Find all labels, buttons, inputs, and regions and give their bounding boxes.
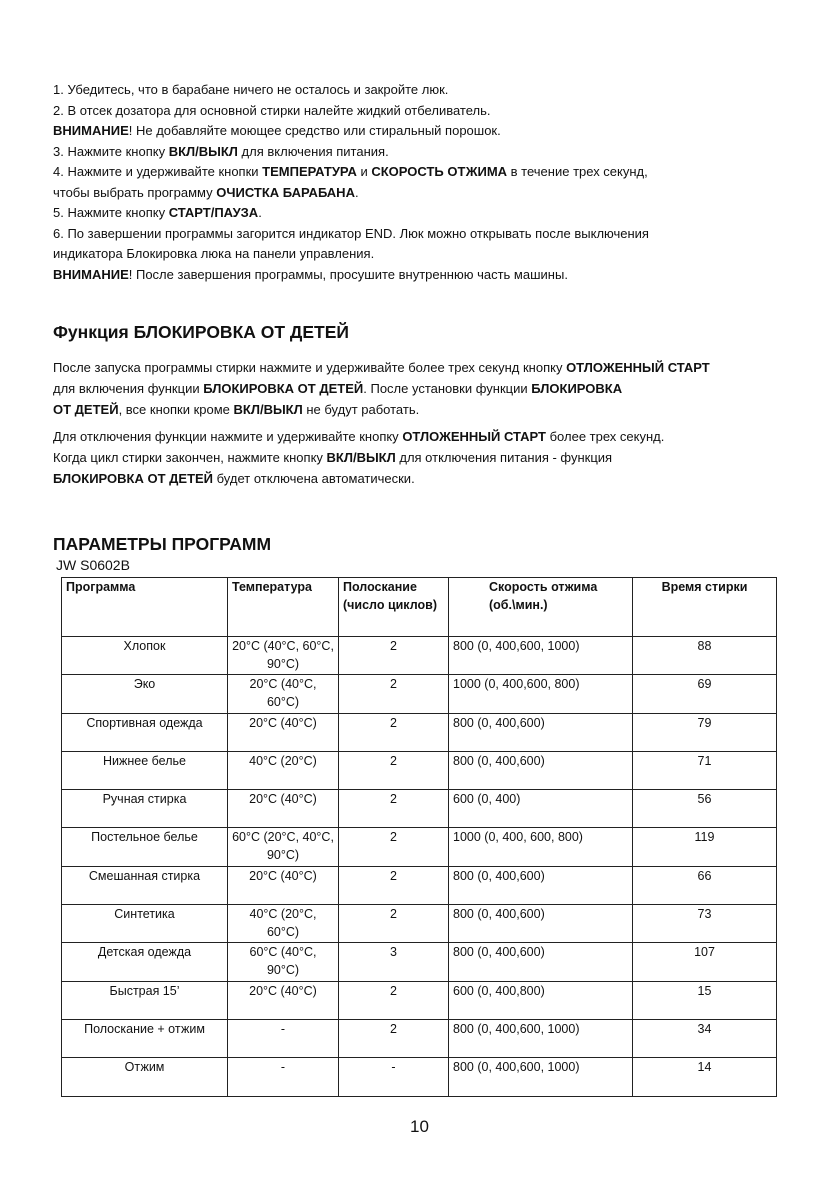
child-lock-enable-text: После запуска программы стирки нажмите и удерживайте более трех секунд кнопку ОТЛОЖЕННЫЙ СТАРТ для включения функции БЛОКИРОВКА ОТ ДЕТЕЙ. После установки функции БЛОКИРОВКА ОТ ДЕТЕЙ, все кнопки кроме ВКЛ/ВЫКЛ не будут работать. (53, 360, 710, 417)
child-lock-disable-text: Для отключения функции нажмите и удерживайте кнопку ОТЛОЖЕННЫЙ СТАРТ более трех секунд. Когда цикл стирки закончен, нажмите кнопку ВКЛ/ВЫКЛ для отключения питания - функция БЛОКИРОВКА ОТ ДЕТЕЙ будет отключена автоматически. (53, 429, 665, 486)
table-row (62, 943, 777, 981)
cell-spin-speed: 1000 (0, 400,600, 800) (449, 675, 633, 713)
cell-rinse: 2 (339, 866, 449, 904)
cell-temperature: 20°C (40°C, 60°C, 90°C) (228, 637, 339, 675)
cell-spin-speed: 1000 (0, 400, 600, 800) (449, 828, 633, 866)
cell-temperature: 20°C (40°C) (228, 981, 339, 1019)
header-spin-speed: Скорость отжима (об.\мин.) (449, 578, 633, 637)
cell-wash-time: 79 (633, 713, 777, 751)
cell-spin-speed: 800 (0, 400,600) (449, 751, 633, 789)
table-row (62, 981, 777, 1019)
cell-wash-time: 66 (633, 866, 777, 904)
cell-rinse: 2 (339, 905, 449, 943)
table-body (62, 637, 777, 1097)
model-label: JW S0602B (56, 557, 130, 573)
cell-rinse: 2 (339, 751, 449, 789)
cell-temperature: 60°C (20°C, 40°C, 90°C) (228, 828, 339, 866)
instruction-line: 3. Нажмите кнопку ВКЛ/ВЫКЛ для включения питания. (53, 143, 389, 159)
table-row (62, 828, 777, 866)
cell-temperature: - (228, 1019, 339, 1057)
table-row (62, 1019, 777, 1057)
table-row (62, 790, 777, 828)
cell-rinse: - (339, 1058, 449, 1096)
cell-rinse: 2 (339, 828, 449, 866)
cell-rinse: 2 (339, 675, 449, 713)
cell-temperature: 20°C (40°C) (228, 866, 339, 904)
table-header-row (62, 578, 777, 637)
program-params-table (61, 577, 777, 1097)
cell-spin-speed: 800 (0, 400,600) (449, 866, 633, 904)
child-lock-heading: Функция БЛОКИРОВКА ОТ ДЕТЕЙ (53, 322, 349, 342)
cell-temperature: 20°C (40°C) (228, 790, 339, 828)
cell-program: Нижнее белье (62, 751, 228, 789)
cell-temperature: 60°C (40°C, 90°C) (228, 943, 339, 981)
cell-rinse: 2 (339, 713, 449, 751)
instruction-line: 1. Убедитесь, что в барабане ничего не осталось и закройте люк. (53, 82, 449, 97)
header-program: Программа (62, 578, 228, 637)
cell-wash-time: 119 (633, 828, 777, 866)
table-row (62, 751, 777, 789)
cell-program: Быстрая 15’ (62, 981, 228, 1019)
header-rinse: Полоскание (число циклов) (339, 578, 449, 637)
program-params-heading: ПАРАМЕТРЫ ПРОГРАММ (53, 534, 272, 554)
cell-program: Смешанная стирка (62, 866, 228, 904)
cell-program: Полоскание + отжим (62, 1019, 228, 1057)
cell-program: Синтетика (62, 905, 228, 943)
cell-spin-speed: 600 (0, 400) (449, 790, 633, 828)
table-row (62, 866, 777, 904)
cell-temperature: 40°C (20°C, 60°C) (228, 905, 339, 943)
cell-rinse: 2 (339, 981, 449, 1019)
cell-spin-speed: 800 (0, 400,600) (449, 713, 633, 751)
cell-wash-time: 73 (633, 905, 777, 943)
page-number: 10 (410, 1117, 429, 1136)
cell-wash-time: 34 (633, 1019, 777, 1057)
instruction-line: 4. Нажмите и удерживайте кнопки ТЕМПЕРАТУРА и СКОРОСТЬ ОТЖИМА в течение трех секунд, (53, 164, 648, 179)
cell-rinse: 3 (339, 943, 449, 981)
cell-program: Ручная стирка (62, 790, 228, 828)
cell-program: Эко (62, 675, 228, 713)
table-row (62, 1058, 777, 1096)
cell-wash-time: 69 (633, 675, 777, 713)
cell-spin-speed: 800 (0, 400,600, 1000) (449, 637, 633, 675)
cell-temperature: 20°C (40°C, 60°C) (228, 675, 339, 713)
instruction-line: 5. Нажмите кнопку СТАРТ/ПАУЗА. (53, 205, 262, 220)
cell-wash-time: 88 (633, 637, 777, 675)
cell-spin-speed: 600 (0, 400,800) (449, 981, 633, 1019)
table-row (62, 713, 777, 751)
cell-rinse: 2 (339, 790, 449, 828)
instruction-line: 6. По завершении программы загорится индикатор END. Люк можно открывать после выключения (53, 225, 649, 241)
cell-temperature: - (228, 1058, 339, 1096)
cell-wash-time: 14 (633, 1058, 777, 1096)
table-row (62, 675, 777, 713)
instruction-steps (53, 80, 813, 285)
instruction-line: ВНИМАНИЕ! Не добавляйте моющее средство или стиральный порошок. (53, 123, 501, 138)
table-row (62, 905, 777, 943)
cell-program: Постельное белье (62, 828, 228, 866)
cell-wash-time: 71 (633, 751, 777, 789)
cell-program: Хлопок (62, 637, 228, 675)
cell-spin-speed: 800 (0, 400,600, 1000) (449, 1058, 633, 1096)
cell-temperature: 40°C (20°C) (228, 751, 339, 789)
cell-spin-speed: 800 (0, 400,600) (449, 905, 633, 943)
table-row (62, 637, 777, 675)
cell-rinse: 2 (339, 637, 449, 675)
cell-wash-time: 107 (633, 943, 777, 981)
cell-spin-speed: 800 (0, 400,600) (449, 943, 633, 981)
header-wash-time: Время стирки (633, 578, 777, 637)
cell-wash-time: 56 (633, 790, 777, 828)
cell-rinse: 2 (339, 1019, 449, 1057)
instruction-line: чтобы выбрать программу ОЧИСТКА БАРАБАНА. (53, 184, 359, 200)
cell-program: Детская одежда (62, 943, 228, 981)
instruction-line: ВНИМАНИЕ! После завершения программы, просушите внутреннюю часть машины. (53, 266, 568, 282)
cell-spin-speed: 800 (0, 400,600, 1000) (449, 1019, 633, 1057)
instruction-line: 2. В отсек дозатора для основной стирки налейте жидкий отбеливатель. (53, 102, 491, 118)
instruction-line: индикатора Блокировка люка на панели управления. (53, 246, 375, 261)
cell-program: Отжим (62, 1058, 228, 1096)
cell-program: Спортивная одежда (62, 713, 228, 751)
cell-temperature: 20°C (40°C) (228, 713, 339, 751)
header-temperature: Температура (228, 578, 339, 637)
cell-wash-time: 15 (633, 981, 777, 1019)
